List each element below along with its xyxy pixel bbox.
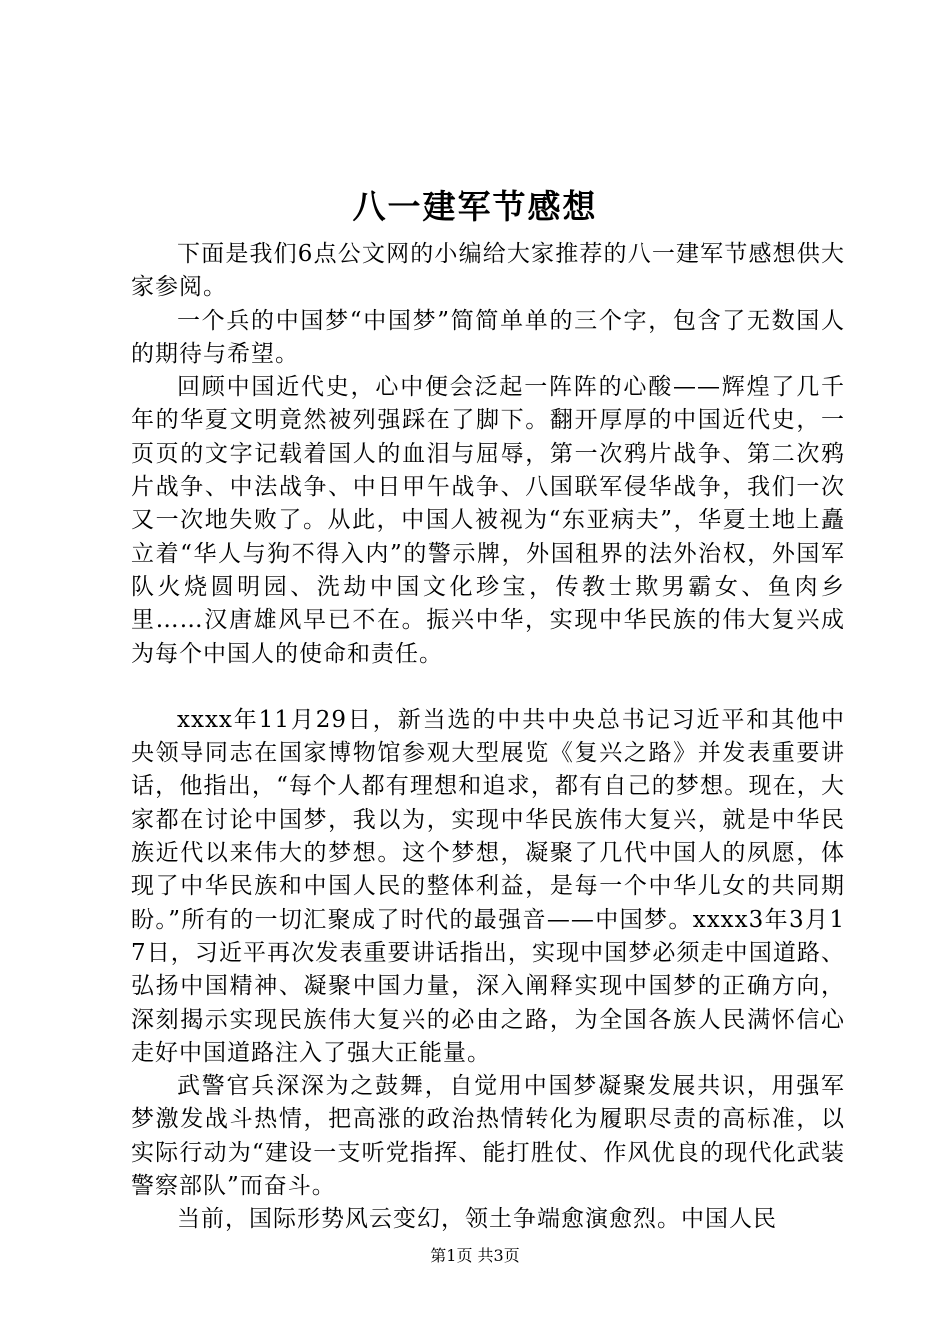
paragraph-gap — [131, 671, 845, 704]
paragraph-international: 当前，国际形势风云变幻，领土争端愈演愈烈。中国人民 — [177, 1206, 777, 1233]
paragraph-modern-history: 回顾中国近代史，心中便会泛起一阵阵的心酸——辉煌了几千年的华夏文明竟然被列强踩在了脚下。翻开厚厚的中国近代史，一页页的文字记载着国人的血泪与屈辱，第一次鸦片战争、第二次鸦片战争、中法战争、中日甲午战争、八国联军侵华战争，我们一次又一次地失败了。从此，中国人被视为“东亚病夫”，华夏土地上矗立着“华人与狗不得入内”的警示牌，外国租界的法外治权，外国军队火烧圆明园、洗劫中国文化珍宝，传教士欺男霸女、鱼肉乡里……汉唐雄风早已不在。振兴中华，实现中华民族的伟大复兴成为每个中国人的使命和责任。 — [131, 374, 845, 667]
paragraph-speech: xxxx年11月29日，新当选的中共中央总书记习近平和其他中央领导同志在国家博物馆参观大型展览《复兴之路》并发表重要讲话，他指出，“每个人都有理想和追求，都有自己的梦想。现在，大家都在讨论中国梦，我以为，实现中华民族伟大复兴，就是中华民族近代以来伟大的梦想。这个梦想，凝聚了几代中国人的夙愿，体现了中华民族和中国人民的整体利益，是每一个中华儿女的共同期盼。”所有的一切汇聚成了时代的最强音——中国梦。xxxx3年3月17日，习近平再次发表重要讲话指出，实现中国梦必须走中国道路、弘扬中国精神、凝聚中国力量，深入阐释实现中国梦的正确方向，深刻揭示实现民族伟大复兴的必由之路，为全国各族人民满怀信心走好中国道路注入了强大正能量。 — [131, 706, 845, 1066]
paragraph-china-dream: 一个兵的中国梦“中国梦”简简单单的三个字，包含了无数国人的期待与希望。 — [131, 307, 845, 367]
paragraph-intro: 下面是我们6点公文网的小编给大家推荐的八一建军节感想供大家参阅。 — [131, 241, 845, 301]
page-footer: 第1页 共3页 — [430, 1246, 520, 1265]
paragraph-armed-police: 武警官兵深深为之鼓舞，自觉用中国梦凝聚发展共识，用强军梦激发战斗热情，把高涨的政治热情转化为履职尽责的高标准，以实际行动为“建设一支听党指挥、能打胜仗、作风优良的现代化武装警察部队”而奋斗。 — [131, 1073, 845, 1200]
document-body — [131, 238, 845, 1237]
document-title: 八一建军节感想 — [352, 187, 598, 226]
